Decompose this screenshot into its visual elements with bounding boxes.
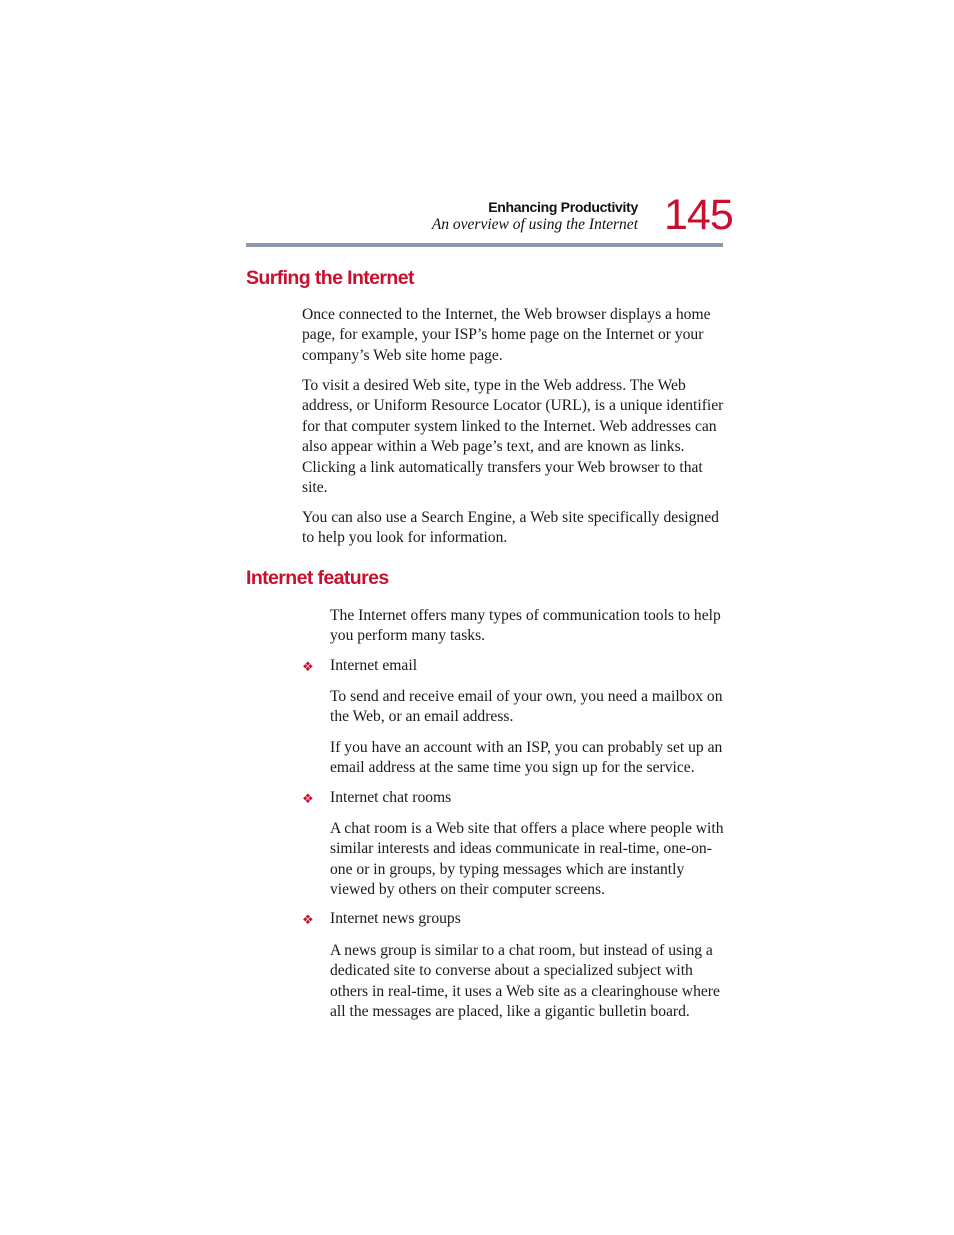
surfing-paragraph-3: You can also use a Search Engine, a Web site specifically designed to help you look for information. [302,509,719,547]
news-paragraph-1: A news group is similar to a chat room, but instead of using a dedicated site to converse about a specialized subject with others in real-time, it uses a Web site as a clearinghouse where all the messages are placed, like a gigantic bulletin board. [330,942,720,1021]
surfing-paragraph-2: To visit a desired Web site, type in the Web address. The Web address, or Uniform Resource Locator (URL), is a unique identifier for that computer system linked to the Internet. Web addresses can also appear within a Web page’s text, and are known as links. Clicking a link automatically transfers your Web browser to that site. [302,377,724,497]
heading-features: Internet features [246,567,389,589]
email-paragraph-1: To send and receive email of your own, you need a mailbox on the Web, or an email address. [330,688,723,726]
chapter-title: Enhancing Productivity [488,199,638,215]
page-number: 145 [664,191,733,239]
bullet-icon: ❖ [302,912,314,927]
bullet-icon: ❖ [302,791,314,806]
chat-paragraph-1: A chat room is a Web site that offers a place where people with similar interests and ideas communicate in real-time, one-on-one or in groups, by typing messages which are instantly viewed by others on their computer screens. [330,820,724,899]
section-title: An overview of using the Internet [431,216,638,233]
item-label-news: Internet news groups [330,910,461,927]
bullet-icon: ❖ [302,659,314,674]
item-label-email: Internet email [330,657,418,674]
item-label-chat: Internet chat rooms [330,789,452,806]
email-paragraph-2: If you have an account with an ISP, you can probably set up an email address at the same time you sign up for the service. [330,739,723,777]
surfing-paragraph-1: Once connected to the Internet, the Web browser displays a home page, for example, your ISP’s home page on the Internet or your company’s Web site home page. [302,306,711,364]
header-rule [246,243,723,247]
features-intro: The Internet offers many types of communication tools to help you perform many tasks. [330,607,721,645]
heading-surfing: Surfing the Internet [246,267,414,289]
